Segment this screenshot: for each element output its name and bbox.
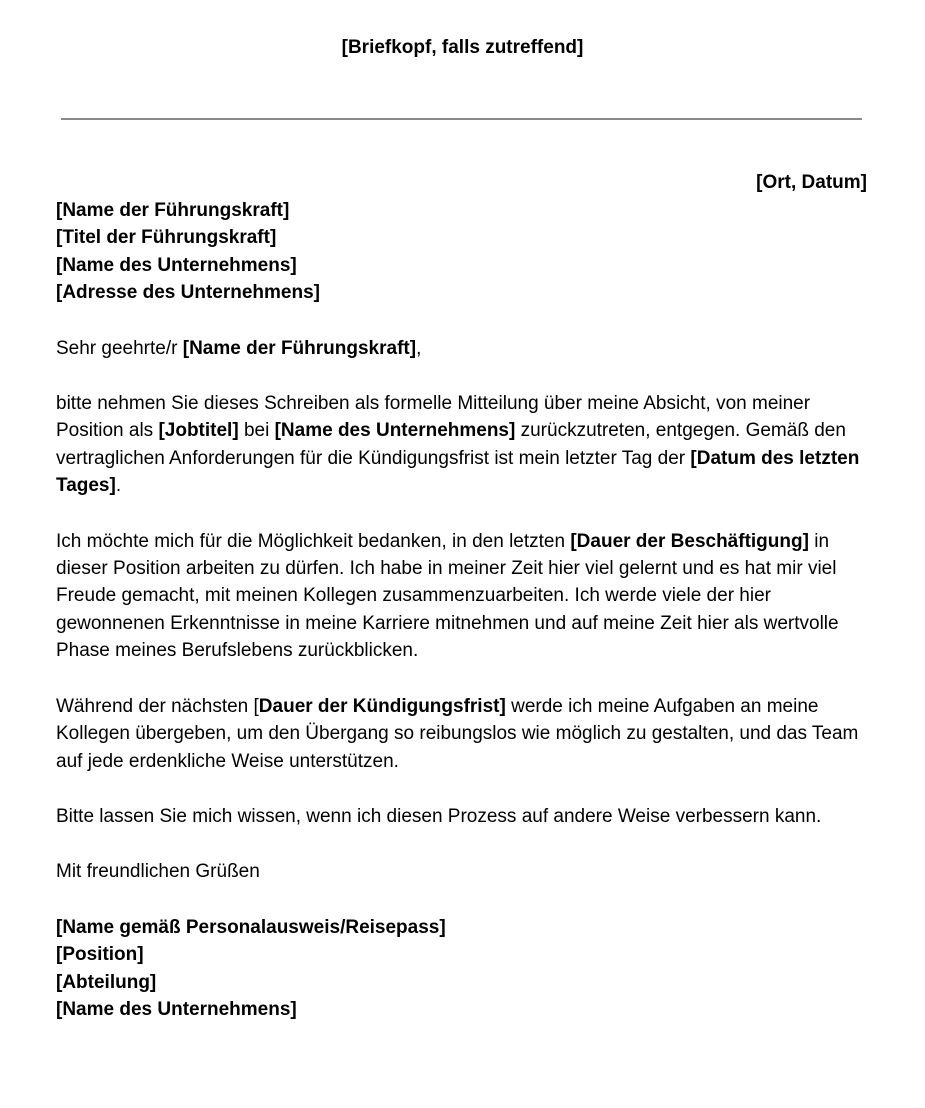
paragraph-intent: [56, 390, 866, 500]
letterhead: [Briefkopf, falls zutreffend]: [341, 37, 584, 58]
company-placeholder: [Name des Unternehmens]: [274, 420, 516, 442]
job-title-placeholder: [Jobtitel]: [158, 420, 239, 442]
employment-duration-placeholder: [Dauer der Beschäftigung]: [570, 530, 809, 552]
closing: Mit freundlichen Grüßen: [56, 861, 260, 883]
para1-text-1: bitte nehmen Sie dieses Schreiben als formelle Mitteilung über meine Absicht, von meiner Position als: [56, 393, 811, 442]
para1-text-3: zurückzutreten, entgegen. Gemäß den vertraglichen Anforderungen für die Kündigungsfrist ist mein letzter Tag der: [56, 420, 846, 469]
letter-body: [56, 197, 866, 1023]
para1-text-4: .: [115, 475, 122, 497]
recipient-company: [Name des Unternehmens]: [56, 254, 297, 276]
salutation: [56, 335, 866, 362]
header-divider: [61, 118, 862, 120]
signature-position: [Position]: [56, 944, 144, 966]
signature-department: [Abteilung]: [56, 971, 157, 993]
recipient-title: [Titel der Führungskraft]: [56, 227, 277, 249]
para2-text-2: in dieser Position arbeiten zu dürfen. Ich habe in meiner Zeit hier viel gelernt und es hat mir viel Freude gemacht, mit meinen Kollegen zusammenzuarbeiten. Ich werde viele der hier gewonnenen Erkenntnisse in meine Karriere mitnehmen und auf meine Zeit hier als wertvolle Phase meines Berufslebens zurückblicken.: [56, 530, 839, 662]
signature-name: [Name gemäß Personalausweis/Reisepass]: [56, 916, 446, 938]
para2-text-1: Ich möchte mich für die Möglichkeit bedanken, in den letzten: [56, 530, 571, 552]
recipient-address: [Adresse des Unternehmens]: [56, 282, 320, 304]
signature-block: [56, 914, 866, 1024]
last-day-placeholder: [Datum des letzten Tages]: [56, 447, 860, 497]
notice-period-placeholder: Dauer der Kündigungsfrist]: [258, 695, 506, 717]
paragraph-request: Bitte lassen Sie mich wissen, wenn ich diesen Prozess auf andere Weise verbessern kann.: [56, 805, 822, 827]
salutation-suffix: ,: [416, 337, 422, 359]
signature-company: [Name des Unternehmens]: [56, 998, 297, 1020]
salutation-name: [Name der Führungskraft]: [182, 337, 417, 359]
para1-text-2: bei: [238, 420, 275, 442]
para3-text-2: werde ich meine Aufgaben an meine Kollegen übergeben, um den Übergang so reibungslos wie möglich zu gestalten, und das Team auf jede erdenkliche Weise unterstützen.: [56, 695, 859, 772]
salutation-prefix: Sehr geehrte/r: [56, 337, 183, 359]
recipient-name: [Name der Führungskraft]: [56, 200, 290, 221]
place-date: [Ort, Datum]: [756, 172, 867, 193]
recipient-block: [56, 197, 866, 307]
paragraph-thanks: [56, 528, 866, 665]
para3-text-1: Während der nächsten [: [56, 695, 259, 717]
paragraph-transition: [56, 693, 866, 775]
